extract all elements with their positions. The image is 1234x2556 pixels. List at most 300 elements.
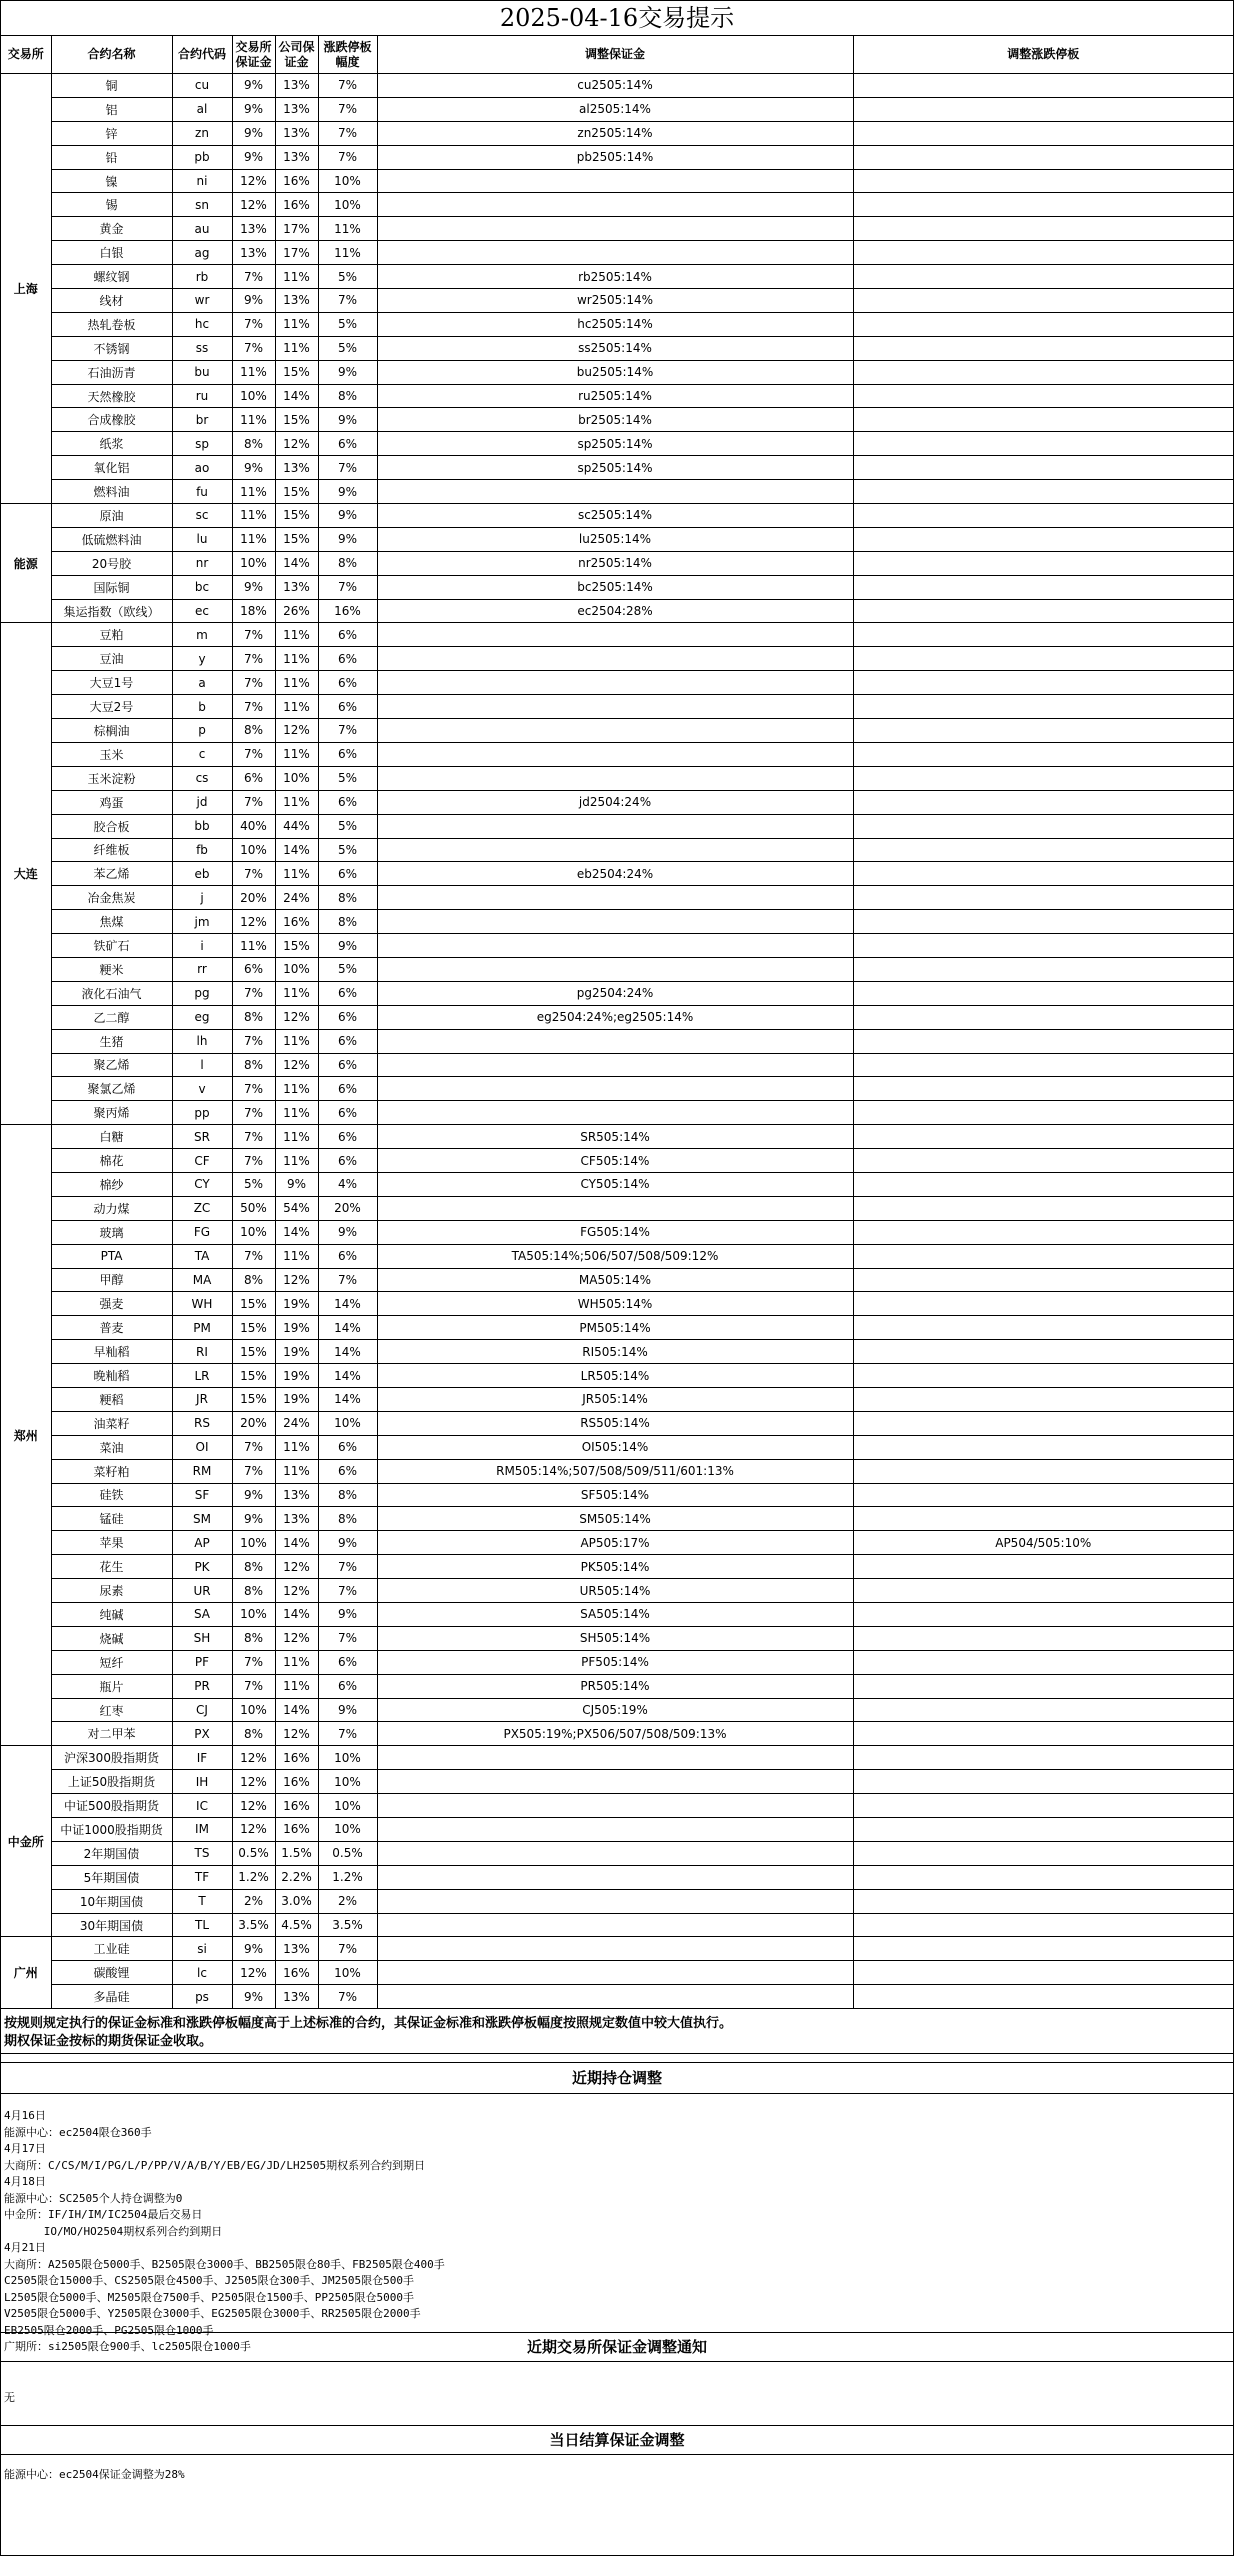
- adjusted-margin-cell: br2505:14%: [377, 408, 853, 432]
- exchange-margin-cell: 5%: [232, 1172, 275, 1196]
- adjusted-limit-cell: [853, 1579, 1233, 1603]
- exchange-margin-cell: 11%: [232, 480, 275, 504]
- adjusted-margin-cell: LR505:14%: [377, 1364, 853, 1388]
- limit-range-cell: 7%: [318, 1555, 377, 1579]
- adjusted-limit-cell: [853, 910, 1233, 934]
- company-margin-cell: 11%: [275, 623, 318, 647]
- exchange-margin-cell: 7%: [232, 1125, 275, 1149]
- adjusted-margin-cell: [377, 1196, 853, 1220]
- contract-name-cell: 30年期国债: [51, 1913, 172, 1937]
- contract-name-cell: 液化石油气: [51, 981, 172, 1005]
- contract-code-cell: zn: [172, 121, 232, 145]
- adjusted-limit-cell: [853, 265, 1233, 289]
- adjusted-margin-cell: bc2505:14%: [377, 575, 853, 599]
- contract-code-cell: SA: [172, 1603, 232, 1627]
- table-row: [1, 623, 1233, 647]
- table-row: [1, 432, 1233, 456]
- adjusted-margin-cell: SA505:14%: [377, 1603, 853, 1627]
- adjusted-margin-cell: JR505:14%: [377, 1387, 853, 1411]
- table-row: [1, 169, 1233, 193]
- rule-note: [1, 2009, 1233, 2054]
- adjusted-limit-cell: [853, 814, 1233, 838]
- exchange-margin-cell: 13%: [232, 241, 275, 265]
- table-row: [1, 671, 1233, 695]
- contract-code-cell: ZC: [172, 1196, 232, 1220]
- table-row: [1, 1459, 1233, 1483]
- adjusted-margin-cell: [377, 1818, 853, 1842]
- contract-name-cell: 粳稻: [51, 1387, 172, 1411]
- contract-code-cell: PF: [172, 1650, 232, 1674]
- limit-range-cell: 6%: [318, 1435, 377, 1459]
- exchange-margin-cell: 9%: [232, 456, 275, 480]
- adjusted-limit-cell: [853, 575, 1233, 599]
- contract-code-cell: sp: [172, 432, 232, 456]
- adjusted-margin-cell: [377, 480, 853, 504]
- table-row: [1, 1244, 1233, 1268]
- contract-code-cell: cs: [172, 766, 232, 790]
- adjusted-limit-cell: [853, 289, 1233, 313]
- exchange-margin-cell: 11%: [232, 934, 275, 958]
- contract-name-cell: 2年期国债: [51, 1841, 172, 1865]
- company-margin-cell: 11%: [275, 1674, 318, 1698]
- company-margin-cell: 11%: [275, 312, 318, 336]
- limit-range-cell: 14%: [318, 1292, 377, 1316]
- table-row: [1, 1579, 1233, 1603]
- position-line: L2505限仓5000手、M2505限仓7500手、P2505限仓1500手、PP2505限仓5000手: [4, 2290, 415, 2304]
- contract-name-cell: 苯乙烯: [51, 862, 172, 886]
- contract-code-cell: br: [172, 408, 232, 432]
- exchange-margin-cell: 12%: [232, 1818, 275, 1842]
- exchange-margin-cell: 7%: [232, 336, 275, 360]
- contract-code-cell: pb: [172, 145, 232, 169]
- table-row: [1, 384, 1233, 408]
- limit-range-cell: 9%: [318, 408, 377, 432]
- company-margin-cell: 19%: [275, 1292, 318, 1316]
- contract-code-cell: i: [172, 934, 232, 958]
- margin-table: [1, 36, 1233, 2009]
- contract-code-cell: IM: [172, 1818, 232, 1842]
- exchange-margin-cell: 11%: [232, 408, 275, 432]
- adjusted-margin-cell: CF505:14%: [377, 1149, 853, 1173]
- page-title: 2025-04-16交易提示: [1, 1, 1233, 36]
- contract-code-cell: eb: [172, 862, 232, 886]
- exchange-margin-cell: 7%: [232, 1435, 275, 1459]
- company-margin-cell: 12%: [275, 1579, 318, 1603]
- exchange-margin-cell: 15%: [232, 1340, 275, 1364]
- contract-code-cell: TL: [172, 1913, 232, 1937]
- contract-name-cell: 油菜籽: [51, 1411, 172, 1435]
- contract-code-cell: RM: [172, 1459, 232, 1483]
- position-line: 能源中心：ec2504限仓360手: [4, 2125, 152, 2139]
- adjusted-limit-cell: [853, 742, 1233, 766]
- adjusted-margin-cell: [377, 1101, 853, 1125]
- adjusted-margin-cell: [377, 1746, 853, 1770]
- position-line: 大商所：C/CS/M/I/PG/L/P/PP/V/A/B/Y/EB/EG/JD/LH2505期权系列合约到期日: [4, 2158, 426, 2172]
- adjusted-margin-cell: [377, 1029, 853, 1053]
- company-margin-cell: 11%: [275, 862, 318, 886]
- contract-name-cell: 烧碱: [51, 1626, 172, 1650]
- adjusted-limit-cell: [853, 145, 1233, 169]
- company-margin-cell: 2.2%: [275, 1865, 318, 1889]
- company-margin-cell: 16%: [275, 1746, 318, 1770]
- contract-code-cell: nr: [172, 551, 232, 575]
- contract-name-cell: 铝: [51, 97, 172, 121]
- adjusted-limit-cell: [853, 1340, 1233, 1364]
- contract-code-cell: UR: [172, 1579, 232, 1603]
- contract-name-cell: 棕榈油: [51, 719, 172, 743]
- limit-range-cell: 5%: [318, 814, 377, 838]
- adjusted-limit-cell: [853, 1125, 1233, 1149]
- exchange-margin-cell: 0.5%: [232, 1841, 275, 1865]
- exchange-margin-cell: 12%: [232, 1746, 275, 1770]
- adjusted-margin-cell: [377, 838, 853, 862]
- exchange-margin-cell: 1.2%: [232, 1865, 275, 1889]
- adjusted-margin-cell: pb2505:14%: [377, 145, 853, 169]
- limit-range-cell: 5%: [318, 838, 377, 862]
- limit-range-cell: 6%: [318, 1650, 377, 1674]
- adjusted-margin-cell: ss2505:14%: [377, 336, 853, 360]
- adjusted-margin-cell: FG505:14%: [377, 1220, 853, 1244]
- exchange-cell: 能源: [1, 504, 51, 623]
- adjusted-limit-cell: [853, 1435, 1233, 1459]
- contract-code-cell: l: [172, 1053, 232, 1077]
- table-row: [1, 1292, 1233, 1316]
- adjusted-limit-cell: [853, 862, 1233, 886]
- adjusted-margin-cell: [377, 695, 853, 719]
- limit-range-cell: 7%: [318, 1722, 377, 1746]
- exchange-cell: 大连: [1, 623, 51, 1125]
- limit-range-cell: 8%: [318, 384, 377, 408]
- table-row: [1, 1555, 1233, 1579]
- contract-name-cell: 白糖: [51, 1125, 172, 1149]
- company-margin-cell: 12%: [275, 432, 318, 456]
- contract-code-cell: ec: [172, 599, 232, 623]
- contract-code-cell: fb: [172, 838, 232, 862]
- limit-range-cell: 9%: [318, 360, 377, 384]
- exchange-margin-cell: 10%: [232, 838, 275, 862]
- limit-range-cell: 6%: [318, 1101, 377, 1125]
- adjusted-limit-cell: [853, 1411, 1233, 1435]
- contract-code-cell: ru: [172, 384, 232, 408]
- adjusted-limit-cell: [853, 1674, 1233, 1698]
- rule-note-line1: 按规则规定执行的保证金标准和涨跌停板幅度高于上述标准的合约，其保证金标准和涨跌停板幅度按照规定数值中较大值执行。: [4, 2016, 733, 2032]
- table-row: [1, 408, 1233, 432]
- exchange-margin-cell: 11%: [232, 504, 275, 528]
- contract-name-cell: 鸡蛋: [51, 790, 172, 814]
- company-margin-cell: 11%: [275, 1459, 318, 1483]
- adjusted-margin-cell: PR505:14%: [377, 1674, 853, 1698]
- contract-code-cell: TF: [172, 1865, 232, 1889]
- adjusted-margin-cell: [377, 241, 853, 265]
- table-row: [1, 1483, 1233, 1507]
- table-row: [1, 1435, 1233, 1459]
- contract-name-cell: 生猪: [51, 1029, 172, 1053]
- contract-name-cell: PTA: [51, 1244, 172, 1268]
- header-exchange: 交易所: [1, 36, 51, 74]
- contract-code-cell: p: [172, 719, 232, 743]
- company-margin-cell: 11%: [275, 1149, 318, 1173]
- contract-name-cell: 强麦: [51, 1292, 172, 1316]
- contract-code-cell: PM: [172, 1316, 232, 1340]
- contract-name-cell: 镍: [51, 169, 172, 193]
- company-margin-cell: 17%: [275, 241, 318, 265]
- adjusted-margin-cell: [377, 1937, 853, 1961]
- adjusted-margin-cell: CY505:14%: [377, 1172, 853, 1196]
- limit-range-cell: 10%: [318, 1770, 377, 1794]
- adjusted-margin-cell: [377, 742, 853, 766]
- company-margin-cell: 13%: [275, 1483, 318, 1507]
- contract-name-cell: 棉纱: [51, 1172, 172, 1196]
- contract-name-cell: 白银: [51, 241, 172, 265]
- adjusted-margin-cell: lu2505:14%: [377, 527, 853, 551]
- contract-code-cell: RS: [172, 1411, 232, 1435]
- adjusted-margin-cell: rb2505:14%: [377, 265, 853, 289]
- exchange-margin-cell: 9%: [232, 289, 275, 313]
- adjusted-margin-cell: MA505:14%: [377, 1268, 853, 1292]
- contract-name-cell: 线材: [51, 289, 172, 313]
- adjusted-margin-cell: [377, 1961, 853, 1985]
- header-adjusted-margin: 调整保证金: [377, 36, 853, 74]
- contract-name-cell: 动力煤: [51, 1196, 172, 1220]
- adjusted-limit-cell: [853, 1603, 1233, 1627]
- adjusted-limit-cell: [853, 456, 1233, 480]
- exchange-margin-cell: 8%: [232, 719, 275, 743]
- limit-range-cell: 8%: [318, 886, 377, 910]
- contract-name-cell: 国际铜: [51, 575, 172, 599]
- contract-name-cell: 锡: [51, 193, 172, 217]
- limit-range-cell: 6%: [318, 1053, 377, 1077]
- table-row: [1, 1674, 1233, 1698]
- adjusted-limit-cell: [853, 74, 1233, 98]
- exchange-margin-cell: 7%: [232, 623, 275, 647]
- adjusted-margin-cell: RI505:14%: [377, 1340, 853, 1364]
- contract-name-cell: 乙二醇: [51, 1005, 172, 1029]
- exchange-margin-cell: 7%: [232, 647, 275, 671]
- contract-code-cell: CJ: [172, 1698, 232, 1722]
- adjusted-margin-cell: sc2505:14%: [377, 504, 853, 528]
- table-row: [1, 217, 1233, 241]
- company-margin-cell: 16%: [275, 1818, 318, 1842]
- adjusted-margin-cell: pg2504:24%: [377, 981, 853, 1005]
- exchange-margin-cell: 9%: [232, 97, 275, 121]
- exchange-margin-cell: 15%: [232, 1387, 275, 1411]
- adjusted-limit-cell: [853, 504, 1233, 528]
- exchange-margin-cell: 9%: [232, 145, 275, 169]
- limit-range-cell: 5%: [318, 265, 377, 289]
- adjusted-limit-cell: [853, 1698, 1233, 1722]
- limit-range-cell: 7%: [318, 74, 377, 98]
- contract-name-cell: 棉花: [51, 1149, 172, 1173]
- contract-name-cell: 工业硅: [51, 1937, 172, 1961]
- position-section-title: 近期持仓调整: [1, 2062, 1233, 2094]
- company-margin-cell: 14%: [275, 1531, 318, 1555]
- adjusted-margin-cell: [377, 1053, 853, 1077]
- adjusted-limit-cell: [853, 1818, 1233, 1842]
- adjusted-margin-cell: wr2505:14%: [377, 289, 853, 313]
- limit-range-cell: 7%: [318, 575, 377, 599]
- adjusted-limit-cell: [853, 217, 1233, 241]
- contract-name-cell: 黄金: [51, 217, 172, 241]
- adjusted-limit-cell: [853, 1841, 1233, 1865]
- exchange-margin-cell: 7%: [232, 1459, 275, 1483]
- limit-range-cell: 10%: [318, 193, 377, 217]
- limit-range-cell: 1.2%: [318, 1865, 377, 1889]
- company-margin-cell: 12%: [275, 1268, 318, 1292]
- exchange-margin-cell: 12%: [232, 1770, 275, 1794]
- company-margin-cell: 16%: [275, 193, 318, 217]
- adjusted-margin-cell: PK505:14%: [377, 1555, 853, 1579]
- contract-code-cell: OI: [172, 1435, 232, 1459]
- adjusted-margin-cell: ru2505:14%: [377, 384, 853, 408]
- contract-code-cell: sn: [172, 193, 232, 217]
- adjusted-limit-cell: [853, 408, 1233, 432]
- adjusted-margin-cell: zn2505:14%: [377, 121, 853, 145]
- adjusted-margin-cell: [377, 217, 853, 241]
- contract-name-cell: 锌: [51, 121, 172, 145]
- table-row: [1, 74, 1233, 98]
- adjusted-limit-cell: [853, 1913, 1233, 1937]
- table-row: [1, 551, 1233, 575]
- company-margin-cell: 12%: [275, 1626, 318, 1650]
- company-margin-cell: 11%: [275, 790, 318, 814]
- contract-code-cell: hc: [172, 312, 232, 336]
- contract-name-cell: 甲醇: [51, 1268, 172, 1292]
- exchange-margin-cell: 9%: [232, 1937, 275, 1961]
- contract-name-cell: 石油沥青: [51, 360, 172, 384]
- contract-code-cell: lh: [172, 1029, 232, 1053]
- table-row: [1, 766, 1233, 790]
- adjusted-margin-cell: bu2505:14%: [377, 360, 853, 384]
- table-row: [1, 1650, 1233, 1674]
- contract-name-cell: 燃料油: [51, 480, 172, 504]
- limit-range-cell: 2%: [318, 1889, 377, 1913]
- contract-code-cell: au: [172, 217, 232, 241]
- adjusted-limit-cell: [853, 957, 1233, 981]
- table-row: [1, 790, 1233, 814]
- adjusted-margin-cell: SH505:14%: [377, 1626, 853, 1650]
- limit-range-cell: 14%: [318, 1364, 377, 1388]
- table-row: [1, 193, 1233, 217]
- contract-name-cell: 冶金焦炭: [51, 886, 172, 910]
- company-margin-cell: 15%: [275, 360, 318, 384]
- adjusted-margin-cell: [377, 910, 853, 934]
- table-row: [1, 1387, 1233, 1411]
- adjusted-limit-cell: [853, 1244, 1233, 1268]
- contract-name-cell: 普麦: [51, 1316, 172, 1340]
- adjusted-margin-cell: SM505:14%: [377, 1507, 853, 1531]
- adjusted-margin-cell: PM505:14%: [377, 1316, 853, 1340]
- exchange-margin-cell: 10%: [232, 1698, 275, 1722]
- adjusted-margin-cell: CJ505:19%: [377, 1698, 853, 1722]
- contract-code-cell: TA: [172, 1244, 232, 1268]
- limit-range-cell: 10%: [318, 169, 377, 193]
- company-margin-cell: 13%: [275, 456, 318, 480]
- limit-range-cell: 6%: [318, 742, 377, 766]
- settlement-section-title: 当日结算保证金调整: [1, 2425, 1233, 2455]
- table-row: [1, 527, 1233, 551]
- adjusted-limit-cell: [853, 1149, 1233, 1173]
- contract-name-cell: 铁矿石: [51, 934, 172, 958]
- limit-range-cell: 14%: [318, 1387, 377, 1411]
- adjusted-margin-cell: [377, 719, 853, 743]
- exchange-margin-cell: 7%: [232, 1101, 275, 1125]
- contract-name-cell: 胶合板: [51, 814, 172, 838]
- table-row: [1, 1507, 1233, 1531]
- limit-range-cell: 6%: [318, 623, 377, 647]
- table-row: [1, 1196, 1233, 1220]
- contract-code-cell: si: [172, 1937, 232, 1961]
- position-line: EB2505限仓2000手、PG2505限仓1000手: [4, 2323, 214, 2337]
- adjusted-limit-cell: [853, 480, 1233, 504]
- adjusted-margin-cell: RM505:14%;507/508/509/511/601:13%: [377, 1459, 853, 1483]
- contract-code-cell: IH: [172, 1770, 232, 1794]
- contract-name-cell: 5年期国债: [51, 1865, 172, 1889]
- table-row: [1, 1125, 1233, 1149]
- contract-name-cell: 碳酸锂: [51, 1961, 172, 1985]
- contract-name-cell: 铜: [51, 74, 172, 98]
- table-row: [1, 647, 1233, 671]
- table-row: [1, 886, 1233, 910]
- contract-code-cell: ao: [172, 456, 232, 480]
- position-line: IO/MO/HO2504期权系列合约到期日: [4, 2224, 223, 2238]
- adjusted-margin-cell: [377, 647, 853, 671]
- exchange-margin-cell: 10%: [232, 1531, 275, 1555]
- adjusted-margin-cell: [377, 1770, 853, 1794]
- table-row: [1, 1698, 1233, 1722]
- exchange-margin-cell: 3.5%: [232, 1913, 275, 1937]
- table-row: [1, 1913, 1233, 1937]
- adjusted-limit-cell: [853, 790, 1233, 814]
- table-row: [1, 504, 1233, 528]
- contract-name-cell: 纯碱: [51, 1603, 172, 1627]
- table-row: [1, 480, 1233, 504]
- contract-name-cell: 铅: [51, 145, 172, 169]
- contract-code-cell: CF: [172, 1149, 232, 1173]
- exchange-cell: 上海: [1, 74, 51, 504]
- exchange-margin-cell: 7%: [232, 742, 275, 766]
- table-row: [1, 1268, 1233, 1292]
- contract-name-cell: 菜籽粕: [51, 1459, 172, 1483]
- adjusted-limit-cell: [853, 719, 1233, 743]
- exchange-cell: 广州: [1, 1937, 51, 2009]
- table-row: [1, 719, 1233, 743]
- table-row: [1, 145, 1233, 169]
- adjusted-limit-cell: [853, 1292, 1233, 1316]
- position-line: 能源中心：SC2505个人持仓调整为0: [4, 2191, 183, 2205]
- limit-range-cell: 14%: [318, 1316, 377, 1340]
- limit-range-cell: 6%: [318, 790, 377, 814]
- company-margin-cell: 24%: [275, 886, 318, 910]
- company-margin-cell: 11%: [275, 742, 318, 766]
- exchange-margin-cell: 15%: [232, 1364, 275, 1388]
- company-margin-cell: 14%: [275, 551, 318, 575]
- adjusted-limit-cell: [853, 360, 1233, 384]
- table-header-row: [1, 36, 1233, 74]
- limit-range-cell: 9%: [318, 934, 377, 958]
- adjusted-margin-cell: nr2505:14%: [377, 551, 853, 575]
- limit-range-cell: 10%: [318, 1411, 377, 1435]
- table-row: [1, 1316, 1233, 1340]
- adjusted-margin-cell: cu2505:14%: [377, 74, 853, 98]
- company-margin-cell: 11%: [275, 695, 318, 719]
- contract-name-cell: 沪深300股指期货: [51, 1746, 172, 1770]
- contract-name-cell: 大豆1号: [51, 671, 172, 695]
- table-row: [1, 1603, 1233, 1627]
- contract-name-cell: 晚籼稻: [51, 1364, 172, 1388]
- company-margin-cell: 16%: [275, 169, 318, 193]
- contract-name-cell: 不锈钢: [51, 336, 172, 360]
- limit-range-cell: 8%: [318, 551, 377, 575]
